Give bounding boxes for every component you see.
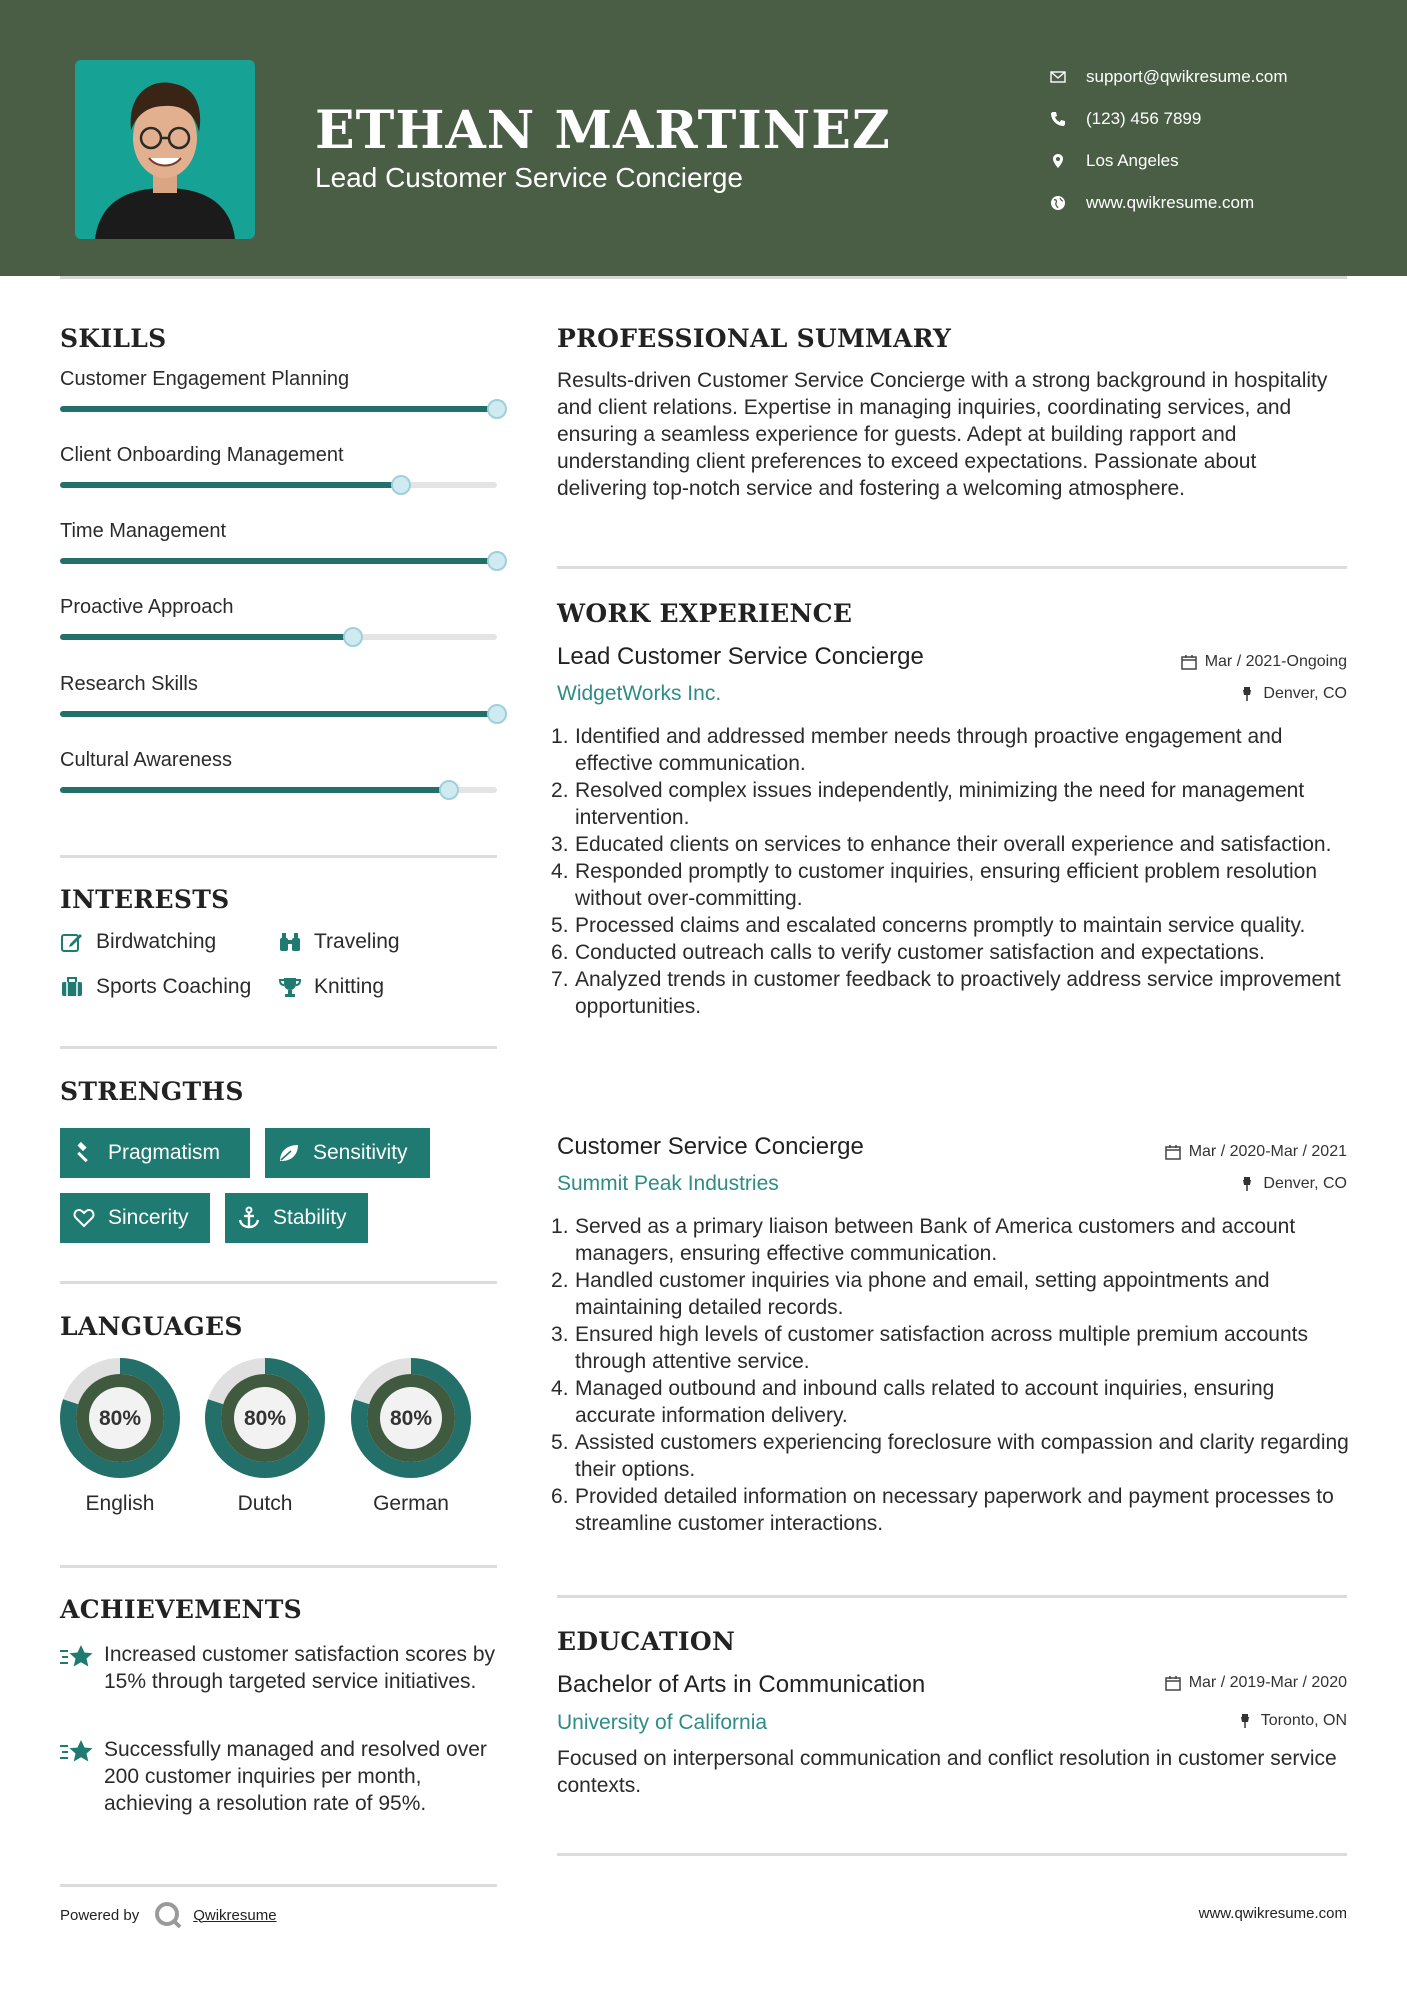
achievement-item — [60, 1736, 500, 1817]
education-location-text: Toronto, ON — [1260, 1712, 1347, 1729]
interest-label: Birdwatching — [96, 930, 217, 953]
skill-label: Proactive Approach — [60, 596, 234, 618]
section-divider — [557, 566, 1347, 569]
contact-website[interactable] — [1050, 182, 1288, 224]
achievement-text: Successfully managed and resolved over 200 customer inquiries per month, achieving a resolution rate of 95%. — [104, 1738, 487, 1815]
job-dates — [1165, 1143, 1347, 1161]
languages-heading: LANGUAGES — [60, 1312, 243, 1341]
pushpin-icon — [1239, 1176, 1255, 1192]
skill-bar-fill — [60, 406, 497, 412]
candidate-title: Lead Customer Service Concierge — [315, 162, 743, 193]
strength-label: Stability — [273, 1206, 347, 1229]
education-location — [1237, 1712, 1347, 1730]
education-dates-text: Mar / 2019-Mar / 2020 — [1188, 1674, 1347, 1691]
skill-bar-fill — [60, 634, 353, 640]
powered-by-label: Powered by — [60, 1906, 140, 1924]
binoculars-icon — [278, 930, 302, 954]
interest-item — [60, 975, 251, 999]
job-duty: Responded promptly to customer inquiries, ensuring efficient problem resolution without over-committing. — [575, 860, 1318, 910]
pencil-square-icon — [60, 930, 84, 954]
section-divider — [60, 1565, 497, 1568]
job-duty: Identified and addressed member needs through proactive engagement and effective communication. — [575, 725, 1283, 775]
contact-email-text: support@qwikresume.com — [1086, 67, 1288, 86]
summary-heading: PROFESSIONAL SUMMARY — [557, 324, 952, 353]
language-item — [351, 1358, 471, 1516]
strength-label: Sincerity — [108, 1206, 189, 1229]
language-item — [205, 1358, 325, 1516]
contact-list — [1050, 56, 1288, 224]
education-description: Focused on interpersonal communication and conflict resolution in customer service contexts. — [557, 1747, 1337, 1797]
resume-header — [0, 0, 1407, 276]
skill-item — [60, 444, 497, 467]
skill-bar-knob — [487, 551, 507, 571]
interest-label: Sports Coaching — [96, 975, 252, 998]
qwikresume-link[interactable]: Qwikresume — [193, 1906, 277, 1924]
job-duties-list — [575, 1213, 1350, 1537]
contact-phone[interactable] — [1050, 98, 1288, 140]
section-divider — [60, 1884, 497, 1887]
language-donut — [351, 1358, 471, 1478]
section-divider — [557, 1853, 1347, 1856]
job-duty: Handled customer inquiries via phone and email, setting appointments and maintaining detailed records. — [575, 1269, 1270, 1319]
skill-label: Cultural Awareness — [60, 749, 232, 771]
skill-item — [60, 673, 497, 696]
language-donut — [60, 1358, 180, 1478]
education-dates — [1165, 1674, 1347, 1692]
contact-phone-text: (123) 456 7899 — [1086, 109, 1202, 128]
skill-item — [60, 596, 497, 619]
contact-website-text: www.qwikresume.com — [1086, 193, 1255, 212]
skill-bar-knob — [487, 399, 507, 419]
job-dates-text: Mar / 2020-Mar / 2021 — [1188, 1143, 1347, 1160]
section-divider — [60, 1281, 497, 1284]
footer-url[interactable]: www.qwikresume.com — [1198, 1905, 1347, 1922]
strength-badge — [225, 1193, 368, 1243]
job-duty: Analyzed trends in customer feedback to proactively address service improvement opportunities. — [575, 968, 1341, 1018]
job-title: Customer Service Concierge — [557, 1133, 864, 1160]
pushpin-icon — [1239, 686, 1255, 702]
skill-label: Research Skills — [60, 673, 198, 695]
gavel-icon — [72, 1141, 96, 1165]
job-location-text: Denver, CO — [1263, 685, 1347, 702]
star-award-icon — [60, 1643, 94, 1669]
language-donut — [205, 1358, 325, 1478]
skill-label: Client Onboarding Management — [60, 444, 344, 466]
skill-bar-fill — [60, 787, 449, 793]
skill-bar — [60, 406, 497, 412]
job-dates-text: Mar / 2021-Ongoing — [1204, 653, 1347, 670]
skill-label: Customer Engagement Planning — [60, 368, 350, 390]
skills-heading: SKILLS — [60, 324, 167, 353]
skill-bar-knob — [391, 475, 411, 495]
job-duty: Resolved complex issues independently, minimizing the need for management intervention. — [575, 779, 1305, 829]
job-duties-list — [575, 723, 1350, 1020]
interest-item — [278, 975, 384, 999]
skill-bar-knob — [439, 780, 459, 800]
job-duty: Processed claims and escalated concerns promptly to maintain service quality. — [575, 914, 1306, 937]
heart-icon — [72, 1206, 96, 1230]
interest-label: Knitting — [314, 975, 385, 998]
job-duty: Served as a primary liaison between Bank of America customers and account managers, ensuring effective communication. — [575, 1215, 1296, 1265]
skill-bar-fill — [60, 558, 497, 564]
language-name: Dutch — [237, 1492, 293, 1515]
contact-location — [1050, 140, 1288, 182]
summary-text: Results-driven Customer Service Concierge with a strong background in hospitality and client relations. Expertise in managing inquiries, coordinating services, and ensuring a seamless experience for guests. Adept at building rapport and understanding client preferences to exceed expectations. Passionate about delivering top-notch service and fostering a welcoming atmosphere. — [557, 369, 1328, 500]
pushpin-icon — [1237, 1713, 1253, 1729]
candidate-name: ETHAN MARTINEZ — [315, 100, 891, 161]
briefcase-icon — [60, 975, 84, 999]
language-name: English — [85, 1492, 155, 1515]
skill-bar — [60, 482, 497, 488]
interest-item — [278, 930, 400, 954]
skill-bar — [60, 787, 497, 793]
strengths-heading: STRENGTHS — [60, 1077, 244, 1106]
education-heading: EDUCATION — [557, 1627, 736, 1656]
calendar-icon — [1165, 1675, 1181, 1691]
section-divider — [60, 855, 497, 858]
job-duty: Assisted customers experiencing foreclosure with compassion and clarity regarding their options. — [575, 1431, 1349, 1481]
header-divider — [60, 276, 1347, 279]
experience-heading: WORK EXPERIENCE — [557, 599, 853, 628]
phone-icon — [1050, 111, 1086, 127]
skill-bar-knob — [487, 704, 507, 724]
leaf-icon — [277, 1141, 301, 1165]
skill-bar — [60, 711, 497, 717]
powered-by — [60, 1900, 277, 1930]
calendar-icon — [1181, 654, 1197, 670]
contact-email[interactable] — [1050, 56, 1288, 98]
skill-item — [60, 749, 497, 772]
interest-label: Traveling — [314, 930, 400, 953]
job-duty: Managed outbound and inbound calls related to account inquiries, ensuring accurate information delivery. — [575, 1377, 1275, 1427]
language-item — [60, 1358, 180, 1516]
skill-bar-fill — [60, 711, 497, 717]
contact-location-text: Los Angeles — [1086, 151, 1179, 170]
globe-icon — [1050, 195, 1086, 211]
achievement-text: Increased customer satisfaction scores by 15% through targeted service initiatives. — [104, 1643, 496, 1693]
trophy-icon — [278, 975, 302, 999]
anchor-icon — [237, 1206, 261, 1230]
location-pin-icon — [1050, 153, 1086, 169]
skill-label: Time Management — [60, 520, 226, 542]
strength-badge — [60, 1128, 250, 1178]
education-degree: Bachelor of Arts in Communication — [557, 1671, 926, 1698]
language-percent: 80% — [98, 1407, 142, 1430]
achievements-heading: ACHIEVEMENTS — [60, 1595, 302, 1624]
language-percent: 80% — [389, 1407, 433, 1430]
job-location-text: Denver, CO — [1263, 1175, 1347, 1192]
language-percent: 80% — [243, 1407, 287, 1430]
interest-item — [60, 930, 216, 954]
job-company: Summit Peak Industries — [557, 1172, 779, 1195]
job-dates — [1181, 653, 1347, 671]
strength-badge — [60, 1193, 210, 1243]
section-divider — [60, 1046, 497, 1049]
strength-label: Sensitivity — [313, 1141, 408, 1164]
person-avatar-icon — [75, 60, 255, 239]
calendar-icon — [1165, 1144, 1181, 1160]
envelope-icon — [1050, 69, 1086, 85]
skill-bar — [60, 558, 497, 564]
job-duty: Provided detailed information on necessary paperwork and payment processes to streamline customer interactions. — [575, 1485, 1334, 1535]
education-school: University of California — [557, 1711, 768, 1734]
job-duty: Educated clients on services to enhance their overall experience and satisfaction. — [575, 833, 1332, 856]
job-duty: Conducted outreach calls to verify customer satisfaction and expectations. — [575, 941, 1265, 964]
skill-bar-knob — [343, 627, 363, 647]
qwikresume-logo-icon — [153, 1900, 183, 1930]
job-location — [1239, 685, 1347, 703]
strength-badge — [265, 1128, 430, 1178]
job-location — [1239, 1175, 1347, 1193]
language-name: German — [373, 1492, 449, 1515]
skill-item — [60, 368, 497, 391]
profile-photo — [75, 60, 255, 239]
strength-label: Pragmatism — [108, 1141, 221, 1164]
job-duty: Ensured high levels of customer satisfaction across multiple premium accounts through attentive service. — [575, 1323, 1308, 1373]
job-company: WidgetWorks Inc. — [557, 682, 722, 705]
skill-item — [60, 520, 497, 543]
interests-heading: INTERESTS — [60, 885, 230, 914]
star-award-icon — [60, 1738, 94, 1764]
skill-bar — [60, 634, 497, 640]
skill-bar-fill — [60, 482, 401, 488]
job-title: Lead Customer Service Concierge — [557, 643, 924, 670]
section-divider — [557, 1595, 1347, 1598]
achievement-item — [60, 1641, 500, 1695]
